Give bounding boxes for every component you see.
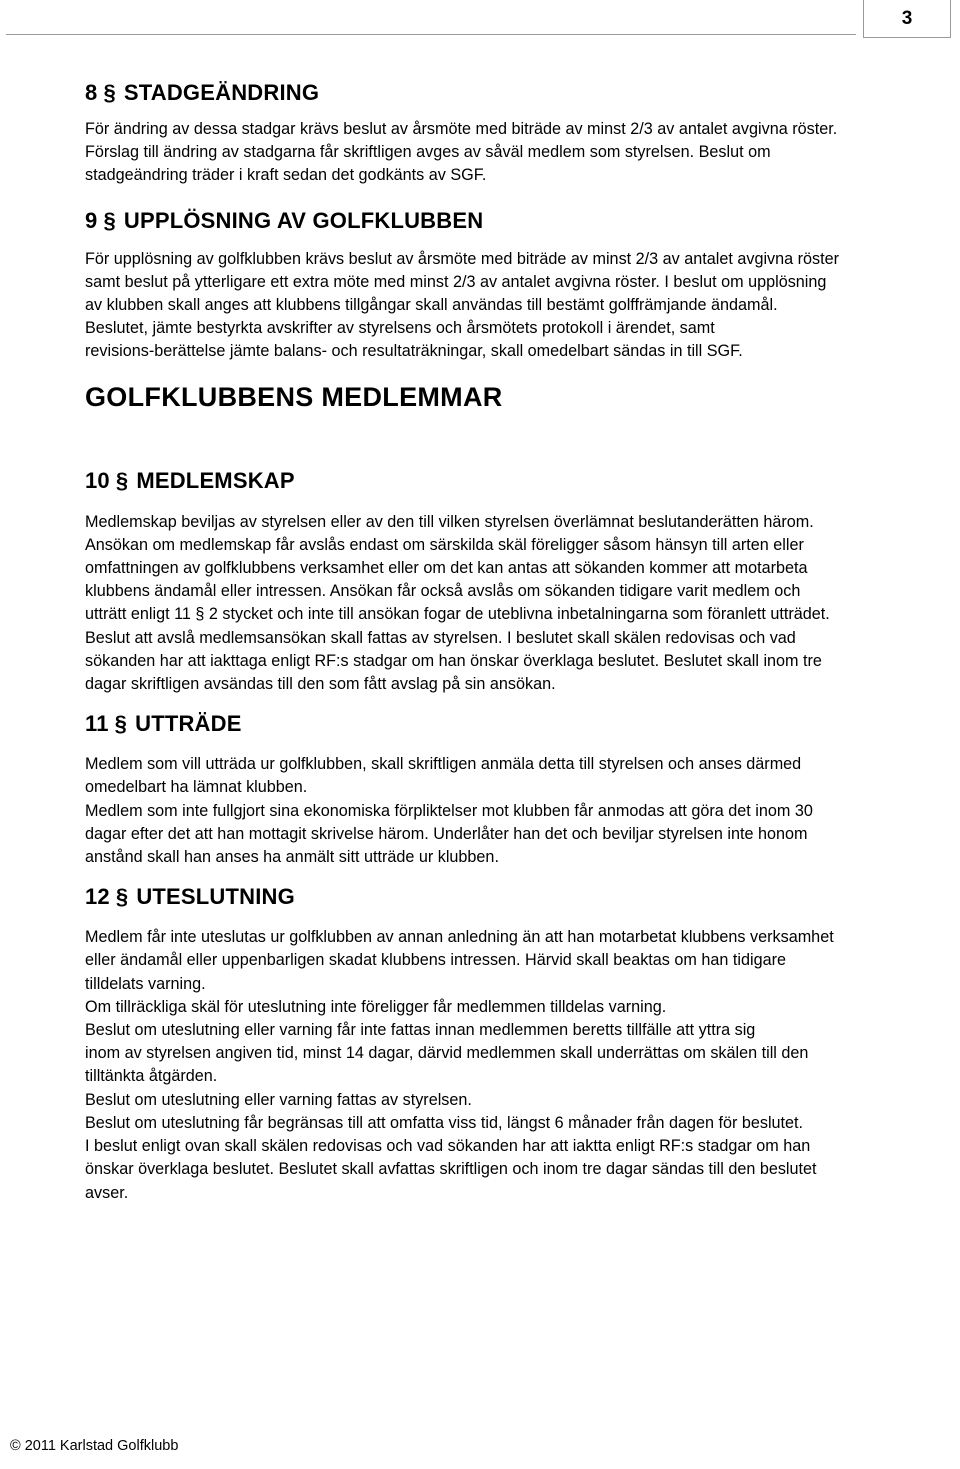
section-title: STADGEÄNDRING xyxy=(123,80,320,105)
body-line: omedelbart ha lämnat klubben. xyxy=(85,778,308,797)
body-line: tilldelats varning. xyxy=(85,974,206,993)
paragraph-sign-icon: § xyxy=(103,207,116,233)
body-line: För ändring av dessa stadgar krävs beslut av årsmöte med biträde av minst 2/3 av antalet avgivna röster. xyxy=(85,120,838,138)
body-line: anstånd skall han anses ha anmält sitt utträde ur klubben. xyxy=(85,848,499,867)
section-number: 8 xyxy=(85,80,98,105)
section-body-8 xyxy=(85,118,947,188)
section-body-9 xyxy=(85,248,947,364)
body-line: Ansökan om medlemskap får avslås endast om särskilda skäl föreligger såsom hänsyn till arten eller xyxy=(85,535,804,554)
body-line: tilltänkta åtgärden. xyxy=(85,1067,218,1086)
body-line: inom av styrelsen angiven tid, minst 14 dagar, därvid medlemmen skall underrättas om skälen till den xyxy=(85,1044,809,1063)
body-line: dagar efter det att han mottagit skrivelse härom. Underlåter han det och beviljar styrelsen inte honom xyxy=(85,824,808,843)
body-line: stadgeändring träder i kraft sedan det godkänts av SGF. xyxy=(85,166,487,185)
body-line: Beslutet, jämte bestyrkta avskrifter av styrelsens och årsmötets protokoll i ärendet, samt xyxy=(85,319,715,338)
body-line: För upplösning av golfklubben krävs beslut av årsmöte med biträde av minst 2/3 av antalet avgivna röster xyxy=(85,249,840,268)
section-title: UTESLUTNING xyxy=(136,884,295,910)
body-line: önskar överklaga beslutet. Beslutet skall avfattas skriftligen och inom tre dagar sändas till den beslutet xyxy=(85,1160,817,1179)
body-line: Medlem får inte uteslutas ur golfklubben av annan anledning än att han motarbetat klubbens verksamhet xyxy=(85,928,834,947)
footer-copyright: © 2011 Karlstad Golfklubb xyxy=(10,1438,179,1454)
section-number: 9 xyxy=(85,207,98,233)
body-line: Beslut om uteslutning eller varning får inte fattas innan medlemmen beretts tillfälle att yttra sig xyxy=(85,1021,756,1040)
body-line: omfattningen av golfklubbens verksamhet eller om det kan antas att sökanden kommer att motarbeta xyxy=(85,559,808,578)
body-line: Beslut om uteslutning får begränsas till att omfatta viss tid, längst 6 månader från dagen för beslutet. xyxy=(85,1113,804,1132)
body-line: Om tillräckliga skäl för uteslutning inte föreligger får medlemmen tilldelas varning. xyxy=(85,997,667,1016)
body-line: klubbens ändamål eller intressen. Ansökan får också avslås om sökanden tidigare varit medlem och xyxy=(85,582,801,601)
page-number xyxy=(863,0,951,38)
paragraph-sign-icon: § xyxy=(114,711,128,737)
body-line: utträtt enligt 11 § 2 stycket och inte till ansökan fogar de uteblivna inbetalningarna som föranlett utträdet. xyxy=(85,605,830,624)
section-number: 10 xyxy=(85,467,110,493)
body-line: Beslut om uteslutning eller varning fattas av styrelsen. xyxy=(85,1090,472,1109)
body-line: Medlemskap beviljas av styrelsen eller av den till vilken styrelsen överlämnat beslutanderätten härom. xyxy=(85,512,814,531)
body-line: avser. xyxy=(85,1183,129,1202)
body-line: Förslag till ändring av stadgarna får skriftligen avges av såväl medlem som styrelsen. Beslut om xyxy=(85,143,771,162)
paragraph-sign-icon: § xyxy=(115,884,129,910)
section-body-10 xyxy=(85,511,947,697)
section-heading-10 xyxy=(85,466,947,496)
section-heading-9 xyxy=(85,206,947,236)
section-title: MEDLEMSKAP xyxy=(136,467,295,493)
section-heading-12 xyxy=(85,882,947,912)
body-line: Medlem som vill utträda ur golfklubben, skall skriftligen anmäla detta till styrelsen och anses därmed xyxy=(85,755,802,774)
body-line: samt beslut på ytterligare ett extra möte med minst 2/3 av antalet avgivna röster. I beslut om upplösning xyxy=(85,272,827,291)
body-line: dagar skriftligen avsändas till den som fått avslag på sin ansökan. xyxy=(85,675,556,694)
section-heading-11 xyxy=(85,709,947,739)
paragraph-sign-icon: § xyxy=(115,467,129,493)
paragraph-sign-icon: § xyxy=(103,80,116,105)
section-title: UPPLÖSNING AV GOLFKLUBBEN xyxy=(123,207,484,233)
body-line: Beslut att avslå medlemsansökan skall fattas av styrelsen. I beslutet skall skälen redovisas och vad xyxy=(85,628,796,647)
section-number: 11 xyxy=(85,711,109,737)
section-body-12 xyxy=(85,926,947,1204)
body-line: eller ändamål eller uppenbarligen skadat klubbens intressen. Härvid skall beaktas om han tidigare xyxy=(85,951,786,970)
body-line: revisions-berättelse jämte balans- och resultaträkningar, skall omedelbart sändas in till SGF. xyxy=(85,342,743,361)
body-line: Medlem som inte fullgjort sina ekonomiska förpliktelser mot klubben får anmodas att göra det inom 30 xyxy=(85,801,813,820)
page-number-text: 3 xyxy=(901,7,913,29)
body-line: av klubben skall anges att klubbens tillgångar skall användas till bestämt golffrämjande ändamål. xyxy=(85,296,778,315)
body-line: sökanden har att iakttaga enligt RF:s stadgar om han önskar överklaga beslutet. Beslutet skall inom tre xyxy=(85,651,822,670)
section-number: 12 xyxy=(85,884,110,910)
body-line: I beslut enligt ovan skall skälen redovisas och vad sökanden har att iaktta enligt RF:s stadgar om han xyxy=(85,1137,811,1156)
header-rule xyxy=(6,34,856,35)
section-body-11 xyxy=(85,753,947,869)
chapter-heading: GOLFKLUBBENS MEDLEMMAR xyxy=(85,381,503,412)
section-title: UTTRÄDE xyxy=(135,711,242,737)
document-body xyxy=(85,78,947,1205)
section-heading-8 xyxy=(85,78,947,108)
